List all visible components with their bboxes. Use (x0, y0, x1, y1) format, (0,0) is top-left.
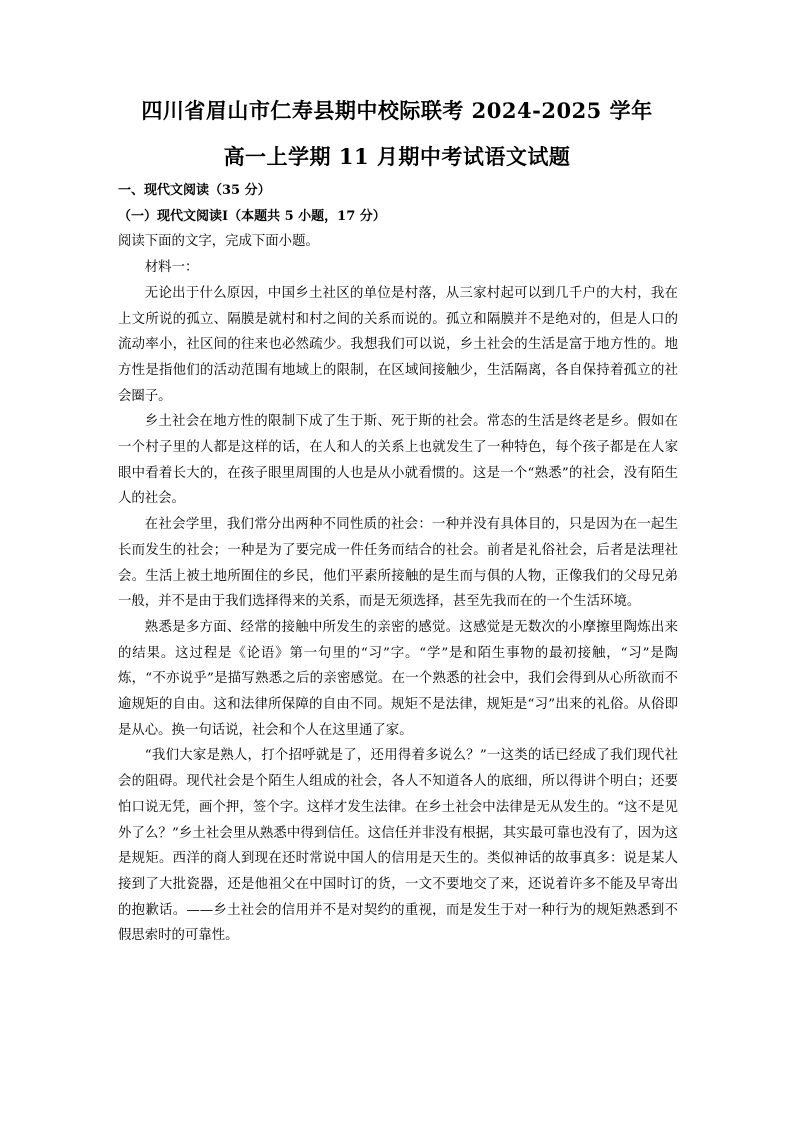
document-title-line-1: 四川省眉山市仁寿县期中校际联考 2024-2025 学年 (141, 98, 653, 123)
paragraph-2: 乡土社会在地方性的限制下成了生于斯、死于斯的社会。常态的生活是终老是乡。假如在一个村子里的人都是这样的话，在人和人的关系上也就发生了一种特色，每个孩子都是在人家眼中看着长大的，在孩子眼里周围的人也是从小就看惯的。这是一个“熟悉”的社会，没有陌生人的社会。 (118, 414, 678, 507)
paragraph-3: 在社会学里，我们常分出两种不同性质的社会：一种并没有具体目的，只是因为在一起生长而发生的社会；一种是为了要完成一件任务而结合的社会。前者是礼俗社会，后者是法理社会。生活上被土地所囿住的乡民，他们平素所接触的是生而与俱的人物，正像我们的父母兄弟一般，并不是由于我们选择得来的关系，而是无须选择，甚至先我而在的一个生活环境。 (118, 517, 678, 610)
reading-instruction: 阅读下面的文字，完成下面小题。 (118, 234, 319, 250)
material-label: 材料一： (144, 260, 199, 276)
paragraph-4: 熟悉是多方面、经常的接触中所发生的亲密的感觉。这感觉是无数次的小摩擦里陶炼出来的结果。这过程是《论语》第一句里的“习”字。“学”是和陌生事物的最初接触，“习”是陶炼，“不亦说乎”是描写熟悉之后的亲密感觉。在一个熟悉的社会中，我们会得到从心所欲而不逾规矩的自由。这和法律所保障的自由不同。规矩不是法律，规矩是“习”出来的礼俗。从俗即是从心。换一句话说，社会和个人在这里通了家。 (118, 619, 678, 738)
document-body (118, 178, 678, 949)
subsection-heading: （一）现代文阅读Ⅰ（本题共 5 小题，17 分） (118, 208, 386, 224)
document-title-line-2: 高一上学期 11 月期中考试语文试题 (223, 144, 571, 169)
paragraph-5: “我们大家是熟人，打个招呼就是了，还用得着多说么？”一这类的话已经成了我们现代社会的阻碍。现代社会是个陌生人组成的社会，各人不知道各人的底细，所以得讲个明白；还要怕口说无凭，画个押，签个字。这样才发生法律。在乡土社会中法律是无从发生的。“这不是见外了么？”乡土社会里从熟悉中得到信任。这信任并非没有根据，其实最可靠也没有了，因为这是规矩。西洋的商人到现在还时常说中国人的信用是天生的。类似神话的故事真多：说是某人接到了大批瓷器，还是他祖父在中国时订的货，一文不要地交了来，还说着许多不能及早寄出的抱歉话。——乡土社会的信用并不是对契约的重视，而是发生于对一种行为的规矩熟悉到不假思索时的可靠性。 (118, 748, 678, 944)
section-heading: 一、现代文阅读（35 分） (118, 183, 271, 198)
paragraph-1: 无论出于什么原因，中国乡土社区的单位是村落，从三家村起可以到几千户的大村，我在上文所说的孤立、隔膜是就村和村之间的关系而说的。孤立和隔膜并不是绝对的，但是人口的流动率小，社区间的往来也必然疏少。我想我们可以说，乡土社会的生活是富于地方性的。地方性是指他们的活动范围有地域上的限制，在区域间接触少，生活隔离，各自保持着孤立的社会圈子。 (118, 285, 678, 404)
